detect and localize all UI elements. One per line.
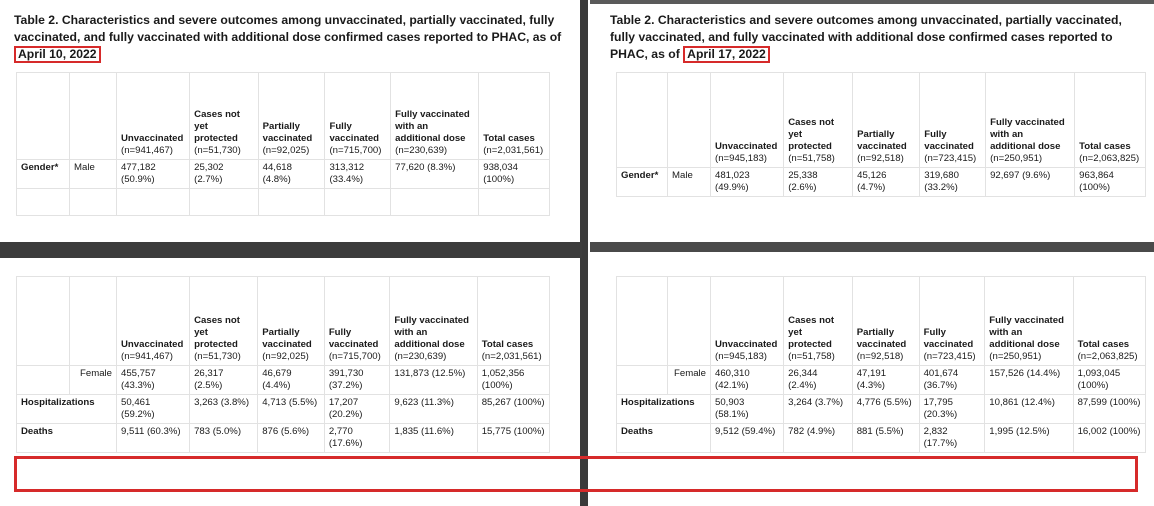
- cell: 50,461 (59.2%): [117, 395, 190, 424]
- header-partial-n: (n=92,518): [857, 153, 904, 164]
- row-label-female: Female: [668, 366, 711, 395]
- cell: 15,775 (100%): [477, 424, 549, 453]
- cell: 783 (5.0%): [190, 424, 258, 453]
- header-not-protected: Cases not yet protected: [194, 315, 240, 350]
- cell: 401,674 (36.7%): [919, 366, 985, 395]
- header-row: [17, 277, 550, 366]
- header-not-protected: Cases not yet protected: [788, 117, 835, 152]
- header-unvaccinated: Unvaccinated: [121, 133, 184, 144]
- panel-april-10-bottom: [10, 262, 578, 502]
- header-not-protected-n: (n=51,730): [194, 351, 241, 362]
- cell: 50,903 (58.1%): [711, 395, 784, 424]
- cell: 876 (5.6%): [258, 424, 325, 453]
- cell: 17,207 (20.2%): [324, 395, 390, 424]
- header-partial: Partially vaccinated: [262, 327, 312, 350]
- cell: 3,264 (3.7%): [784, 395, 853, 424]
- row-label-female: Female: [70, 366, 117, 395]
- top-edge-divider: [590, 0, 1154, 4]
- header-full-n: (n=715,700): [328, 351, 381, 362]
- cell: 25,302 (2.7%): [190, 160, 258, 189]
- cell: 87,599 (100%): [1073, 395, 1145, 424]
- table-row: [617, 366, 1146, 395]
- table-row: [17, 395, 550, 424]
- table-title-april-17: [606, 8, 1150, 63]
- header-partial: Partially vaccinated: [856, 327, 907, 350]
- header-row: [617, 277, 1146, 366]
- row-label-gender: Gender*: [17, 160, 70, 189]
- panel-april-17-top: [606, 8, 1150, 244]
- header-total: Total cases: [481, 339, 534, 350]
- header-not-protected-n: (n=51,730): [194, 145, 241, 156]
- header-additional-n: (n=250,951): [990, 153, 1043, 164]
- header-total-n: (n=2,031,561): [481, 351, 542, 362]
- cell: 1,052,356 (100%): [477, 366, 549, 395]
- cell: 2,770 (17.6%): [324, 424, 390, 453]
- cell: 460,310 (42.1%): [711, 366, 784, 395]
- row-label-male: Male: [668, 168, 711, 197]
- cell: 17,795 (20.3%): [919, 395, 985, 424]
- horizontal-divider-right: [590, 242, 1154, 252]
- date-highlight-april-10: April 10, 2022: [14, 46, 101, 63]
- cell: 3,263 (3.8%): [190, 395, 258, 424]
- header-additional: Fully vaccinated with an additional dose: [394, 315, 470, 350]
- cell: 25,338 (2.6%): [784, 168, 853, 197]
- cell: 9,511 (60.3%): [117, 424, 190, 453]
- header-unvaccinated: Unvaccinated: [715, 141, 778, 152]
- header-not-protected: Cases not yet protected: [194, 109, 240, 144]
- cell: 4,776 (5.5%): [852, 395, 919, 424]
- date-highlight-april-17: April 17, 2022: [683, 46, 770, 63]
- row-label-hospitalizations: Hospitalizations: [617, 395, 711, 424]
- table-row: [617, 395, 1146, 424]
- table-april-17-gender-male: [616, 72, 1146, 197]
- header-total: Total cases: [1077, 339, 1130, 350]
- header-additional-n: (n=250,951): [989, 351, 1042, 362]
- header-total-n: (n=2,063,825): [1079, 153, 1140, 164]
- header-not-protected-n: (n=51,758): [788, 153, 835, 164]
- header-additional: Fully vaccinated with an additional dose: [395, 109, 470, 144]
- table-row: [17, 160, 550, 189]
- header-unvaccinated: Unvaccinated: [715, 339, 778, 350]
- row-label-deaths: Deaths: [17, 424, 117, 453]
- cell: 1,093,045 (100%): [1073, 366, 1145, 395]
- cell: 9,623 (11.3%): [390, 395, 477, 424]
- cell: 477,182 (50.9%): [117, 160, 190, 189]
- cell: 391,730 (37.2%): [324, 366, 390, 395]
- header-partial: Partially vaccinated: [262, 121, 313, 144]
- title-text: Table 2. Characteristics and severe outcomes among unvaccinated, partially vaccinated, fully vaccinated, and fully vaccinated with additional dose confirmed cases reported to PHAC, as of: [14, 13, 562, 44]
- cell: 1,835 (11.6%): [390, 424, 477, 453]
- cell: 44,618 (4.8%): [258, 160, 325, 189]
- cell: 131,873 (12.5%): [390, 366, 477, 395]
- table-row: [17, 424, 550, 453]
- cell: 10,861 (12.4%): [985, 395, 1073, 424]
- cell: 481,023 (49.9%): [711, 168, 784, 197]
- header-full: Fully vaccinated: [329, 121, 380, 144]
- cell: 782 (4.9%): [784, 424, 853, 453]
- cell: 938,034 (100%): [479, 160, 550, 189]
- cell: 26,344 (2.4%): [784, 366, 853, 395]
- cell: 157,526 (14.4%): [985, 366, 1073, 395]
- header-unvaccinated-n: (n=945,183): [715, 153, 768, 164]
- header-full-n: (n=723,415): [923, 351, 976, 362]
- cell: 45,126 (4.7%): [853, 168, 920, 197]
- table-april-10-outcomes: [16, 276, 550, 453]
- header-row: [17, 73, 550, 160]
- cell: 9,512 (59.4%): [711, 424, 784, 453]
- table-row-empty: [17, 189, 550, 216]
- header-total: Total cases: [483, 133, 535, 144]
- row-label-deaths: Deaths: [617, 424, 711, 453]
- cell: 4,713 (5.5%): [258, 395, 325, 424]
- table-april-10-gender-male: [16, 72, 550, 216]
- header-partial-n: (n=92,518): [856, 351, 904, 362]
- table-row: [17, 366, 550, 395]
- header-full: Fully vaccinated: [924, 129, 974, 152]
- table-title-april-10: [10, 8, 578, 63]
- table-april-17-outcomes: [616, 276, 1146, 453]
- header-additional: Fully vaccinated with an additional dose: [989, 315, 1064, 350]
- cell: 92,697 (9.6%): [986, 168, 1075, 197]
- cell: 319,680 (33.2%): [920, 168, 986, 197]
- cell: 2,832 (17.7%): [919, 424, 985, 453]
- horizontal-divider-left: [0, 242, 582, 258]
- header-full: Fully vaccinated: [328, 327, 379, 350]
- row-label-gender: Gender*: [617, 168, 668, 197]
- cell: 26,317 (2.5%): [190, 366, 258, 395]
- header-additional: Fully vaccinated with an additional dose: [990, 117, 1065, 152]
- header-full-n: (n=723,415): [924, 153, 977, 164]
- table-row: [617, 424, 1146, 453]
- cell: 881 (5.5%): [852, 424, 919, 453]
- header-full-n: (n=715,700): [329, 145, 382, 156]
- cell: 46,679 (4.4%): [258, 366, 325, 395]
- header-total-n: (n=2,031,561): [483, 145, 544, 156]
- cell: 47,191 (4.3%): [852, 366, 919, 395]
- cell: 77,620 (8.3%): [391, 160, 479, 189]
- header-unvaccinated-n: (n=945,183): [715, 351, 768, 362]
- header-full: Fully vaccinated: [923, 327, 974, 350]
- title-text: Table 2. Characteristics and severe outcomes among unvaccinated, partially vaccinated, fully vaccinated, and fully vaccinated with additional dose confirmed cases reported to PHAC, as of: [610, 13, 1122, 61]
- cell: 963,864 (100%): [1075, 168, 1146, 197]
- header-partial-n: (n=92,025): [262, 351, 309, 362]
- cell: 85,267 (100%): [477, 395, 549, 424]
- cell: 455,757 (43.3%): [117, 366, 190, 395]
- header-additional-n: (n=230,639): [394, 351, 447, 362]
- cell: 16,002 (100%): [1073, 424, 1145, 453]
- header-not-protected: Cases not yet protected: [788, 315, 835, 350]
- header-partial-n: (n=92,025): [262, 145, 310, 156]
- cell: 313,312 (33.4%): [325, 160, 391, 189]
- header-unvaccinated: Unvaccinated: [121, 339, 184, 350]
- cell: 1,995 (12.5%): [985, 424, 1073, 453]
- panel-april-10-top: [10, 8, 578, 240]
- panel-april-17-bottom: [606, 262, 1150, 502]
- header-total: Total cases: [1079, 141, 1131, 152]
- row-label-male: Male: [70, 160, 117, 189]
- header-unvaccinated-n: (n=941,467): [121, 351, 174, 362]
- header-partial: Partially vaccinated: [857, 129, 907, 152]
- header-not-protected-n: (n=51,758): [788, 351, 835, 362]
- table-row: [617, 168, 1146, 197]
- header-row: [617, 73, 1146, 168]
- row-label-hospitalizations: Hospitalizations: [17, 395, 117, 424]
- header-additional-n: (n=230,639): [395, 145, 448, 156]
- header-total-n: (n=2,063,825): [1077, 351, 1138, 362]
- header-unvaccinated-n: (n=941,467): [121, 145, 174, 156]
